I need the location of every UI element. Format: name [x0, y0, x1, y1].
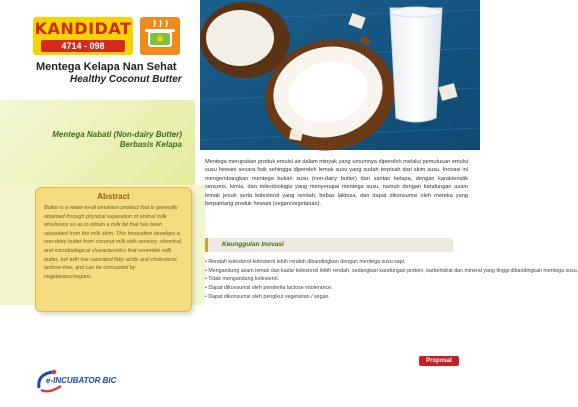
category-line-2: Berbasis Kelapa — [119, 140, 182, 149]
list-item-text: Tidak mengandung kolesterol. — [208, 276, 279, 283]
coconut-milk-photo — [200, 0, 480, 150]
logo-text: e-INCUBATOR BIC — [46, 376, 117, 385]
category-line-1: Mentega Nabati (Non-dairy Butter) — [52, 130, 182, 139]
list-item-text: Dapat dikonsumsi oleh penderita lactose intolerance. — [208, 285, 333, 292]
list-item-text: Mengandung asam lemak dan kadar kolesterol lebih rendah, sedangkan kandungan protein, karbohidrat dan mineral yang tinggi dibandingkan mentega susu. — [208, 267, 578, 274]
badge-code: 4714 - 098 — [41, 40, 125, 52]
page-title: Mentega Kelapa Nan Sehat — [36, 61, 177, 73]
list-item: • Mengandung asam lemak dan kadar kolesterol lebih rendah, sedangkan kandungan protein, karbohidrat dan mineral yang tinggi dibandingkan mentega susu. — [205, 267, 578, 274]
proposal-tag: Proposal — [419, 356, 459, 366]
list-item: • Tidak mengandung kolesterol. — [205, 276, 279, 283]
list-item: • Rendah kolesterol kolesterol lebih rendah dibandingkan dengan mentega susu sapi. — [205, 259, 406, 265]
advantages-list — [205, 258, 578, 302]
candidate-badge — [33, 17, 133, 55]
list-item: • Dapat dikonsumsi oleh penderita lactose intolerance. — [205, 285, 333, 292]
abstract-box — [35, 187, 192, 312]
category-label — [10, 130, 182, 150]
description-text: Mentega merupakan produk emulsi air dalam minyak yang umumnya diperoleh melalui pemutusan emulsi susu hewani secara fisik sehingga diperoleh lemak susu yang sudah terpisah dari skim susu. Inovasi ini mengembangkan mentega bukan susu (non-dairy butter) dari santan kelapa, dengan karakteristik sensoris, kimia, dan mikrobiologis yang menyerupai mentega susu, namun dengan kandungan asam lemak jenuh serta kolesterol yang rendah, bebas laktosa, dan dapat dikonsumsi oleh mereka yang berpantang produk hewani (vegan/vegetarian). — [205, 159, 468, 208]
abstract-text: Butter is a water-in-oil emulsion product that is generally obtained through physical separation of animal milk emulsions so as to obtain a milk fat that has been separated from the milk skim. This innovation develops a non-dairy butter from coconut milk with sensory, chemical, and microbiological characteristics that resemble milk butter, but with low saturated fatty acids and cholesterol, lactose-free, and can be consumed by vegetarians/vegans. — [44, 205, 183, 280]
list-item-text: Rendah kolesterol kolesterol lebih rendah dibandingkan dengan mentega susu sapi. — [208, 259, 406, 265]
list-item: • Dapat dikonsumsi oleh pengikut vegetarian / vegan. — [205, 293, 330, 300]
advantages-header — [205, 238, 453, 252]
abstract-title: Abstract — [97, 192, 130, 201]
badge-title: KANDIDAT — [34, 19, 132, 38]
advantages-title: Keunggulan Inovasi — [222, 241, 284, 248]
list-item-text: Dapat dikonsumsi oleh pengikut vegetarian / vegan. — [208, 293, 330, 300]
page-subtitle: Healthy Coconut Butter — [70, 74, 182, 85]
cooking-pot-icon — [140, 17, 180, 55]
